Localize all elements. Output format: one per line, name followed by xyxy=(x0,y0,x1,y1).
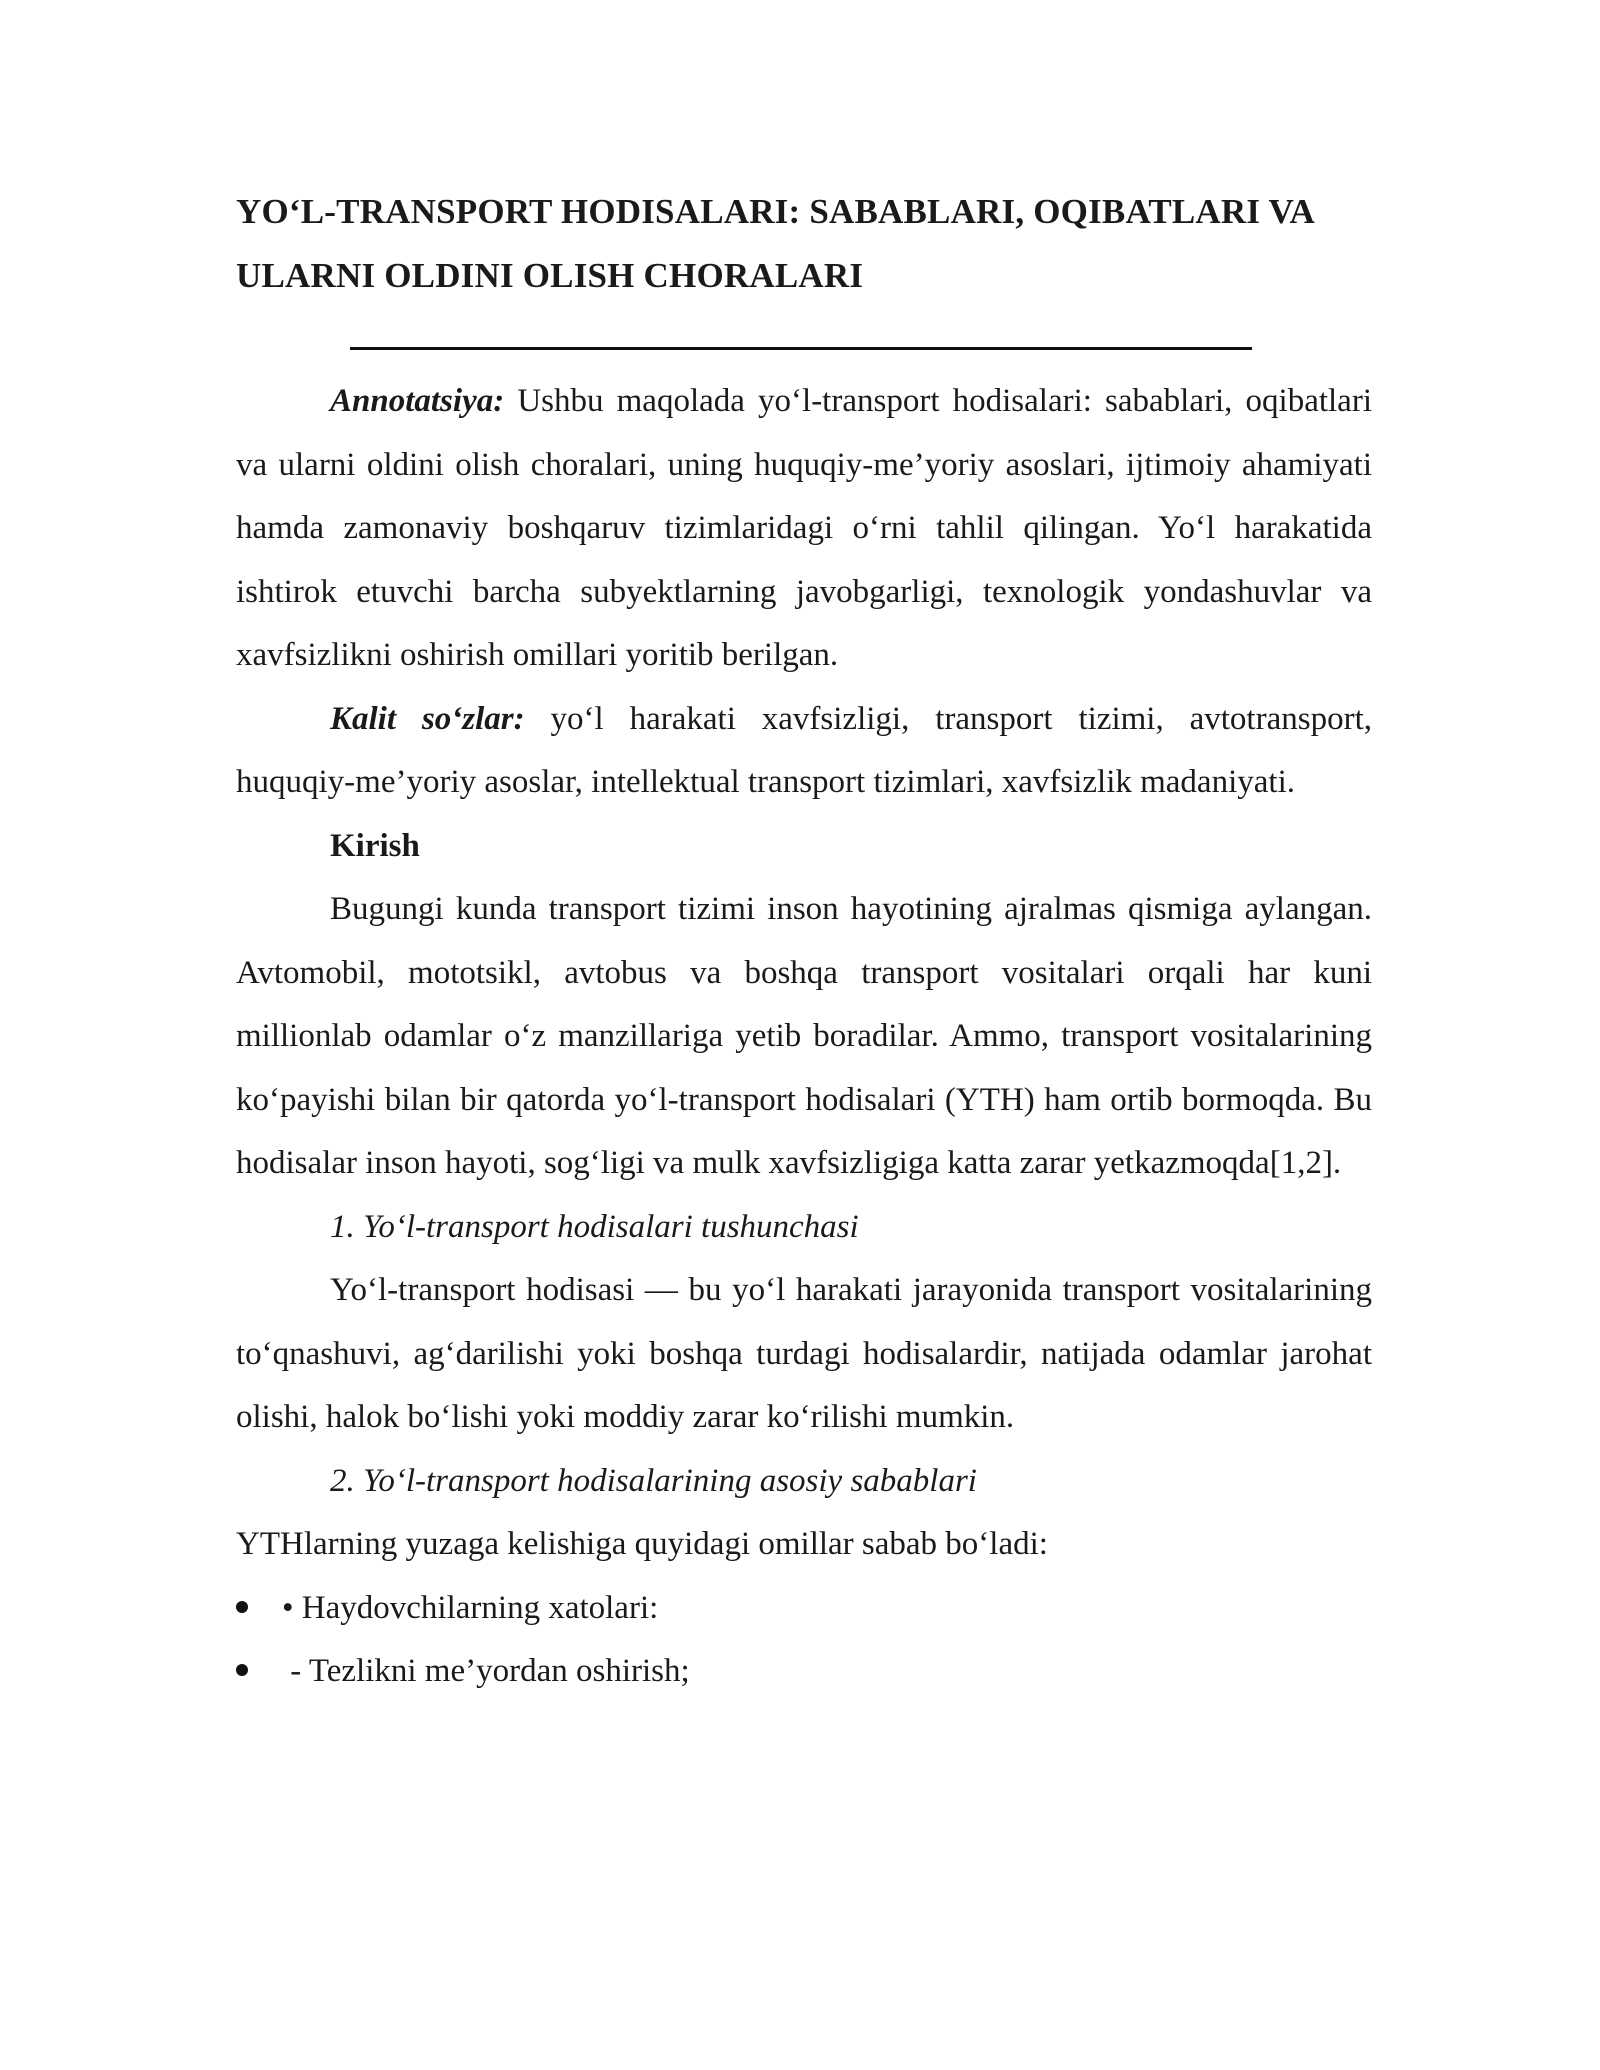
section-2-heading: 2. Yo‘l-transport hodisalarining asosiy sabablari xyxy=(330,1462,977,1499)
section-1-paragraph: Yo‘l-transport hodisasi — bu yo‘l harakati jarayonida transport vositalarining to‘qnashuvi, ag‘darilishi yoki boshqa turdagi hodisalardir, natijada odamlar jarohat olishi, halok bo‘lishi yoki moddiy zarar ko‘rilishi mumkin. xyxy=(236,1272,1372,1435)
bullet-dot-icon xyxy=(236,1664,248,1676)
keywords-label: Kalit so‘zlar: xyxy=(330,700,525,737)
annotation-text: Ushbu maqolada yo‘l-transport hodisalari: sabablari, oqibatlari va ularni oldini olish choralari, uning huquqiy-me’yoriy asoslari, ijtimoiy ahamiyati hamda zamonaviy boshqaruv tizimlaridagi o‘rni tahlil qilingan. Yo‘l harakatida ishtirok etuvchi barcha subyektlarning javobgarligi, texnologik yondashuvlar va xavfsizlikni oshirish omillari yoritib berilgan. xyxy=(236,383,1372,673)
section-1-heading: 1. Yo‘l-transport hodisalari tushunchasi xyxy=(330,1208,859,1245)
title-divider xyxy=(350,347,1252,350)
annotation-paragraph xyxy=(236,370,1372,688)
title-line-1: YO‘L-TRANSPORT HODISALARI: SABABLARI, OQIBATLARI VA xyxy=(236,192,1315,231)
article-title xyxy=(236,180,1376,308)
keywords-paragraph xyxy=(236,688,1372,815)
keywords-text: yo‘l harakati xavfsizligi, transport tizimi, avtotransport, huquqiy-me’yoriy asoslar, intellektual transport tizimlari, xavfsizlik madaniyati. xyxy=(236,700,1372,800)
list-item xyxy=(236,1640,1372,1704)
list-item-text: - Tezlikni me’yordan oshirish; xyxy=(282,1653,690,1689)
intro-heading: Kirish xyxy=(330,827,420,864)
article-body xyxy=(236,370,1372,1704)
annotation-label: Annotatsiya: xyxy=(330,383,505,419)
list-item xyxy=(236,1577,1372,1641)
list-item-text: • Haydovchilarning xatolari: xyxy=(282,1589,659,1626)
title-line-2: ULARNI OLDINI OLISH CHORALARI xyxy=(236,256,864,295)
intro-paragraph: Bugungi kunda transport tizimi inson hayotining ajralmas qismiga aylangan. Avtomobil, mototsikl, avtobus va boshqa transport vositalari orqali har kuni millionlab odamlar o‘z manzillariga yetib boradilar. Ammo, transport vositalarining ko‘payishi bilan bir qatorda yo‘l-transport hodisalari (YTH) ham ortib bormoqda. Bu hodisalar inson hayoti, sog‘ligi va mulk xavfsizligiga katta zarar yetkazmoqda[1,2]. xyxy=(236,891,1372,1181)
section-2-intro: YTHlarning yuzaga kelishiga quyidagi omillar sabab bo‘ladi: xyxy=(236,1526,1048,1562)
bullet-dot-icon xyxy=(236,1601,248,1613)
